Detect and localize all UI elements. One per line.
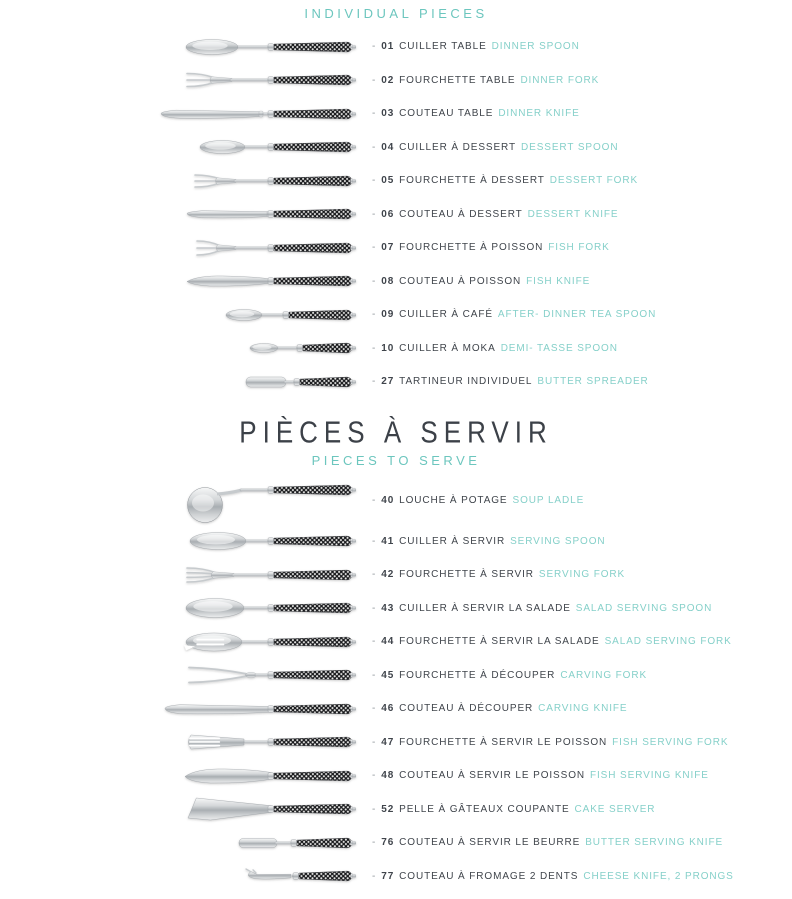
item-dash: - bbox=[372, 535, 377, 547]
item-label bbox=[372, 536, 606, 547]
cake-server-icon bbox=[0, 793, 360, 825]
item-number: 45 bbox=[381, 669, 395, 681]
item-name-english: CHEESE KNIFE, 2 PRONGS bbox=[583, 870, 734, 882]
item-dash: - bbox=[372, 837, 377, 849]
cutlery-item-10 bbox=[0, 332, 792, 366]
item-label bbox=[372, 75, 599, 86]
item-name-english: DINNER SPOON bbox=[491, 41, 580, 53]
item-label bbox=[372, 108, 580, 119]
section-individual-subtitle: INDIVIDUAL PIECES bbox=[304, 6, 488, 21]
cutlery-item-27 bbox=[0, 365, 792, 399]
item-name-english: SALAD SERVING SPOON bbox=[575, 602, 713, 614]
item-number: 08 bbox=[381, 275, 395, 287]
item-label bbox=[372, 376, 649, 387]
section-individual-pieces bbox=[0, 6, 792, 399]
item-dash: - bbox=[372, 309, 377, 321]
item-label bbox=[372, 603, 712, 614]
item-number: 47 bbox=[381, 736, 395, 748]
item-dash: - bbox=[372, 736, 377, 748]
item-dash: - bbox=[372, 803, 377, 815]
item-name-french: CUILLER À SERVIR LA SALADE bbox=[399, 602, 571, 614]
cutlery-item-46 bbox=[0, 692, 792, 726]
item-name-french: COUTEAU À DÉCOUPER bbox=[399, 703, 534, 715]
cutlery-item-45 bbox=[0, 659, 792, 693]
item-label bbox=[372, 837, 723, 848]
item-label bbox=[372, 636, 732, 647]
dessert-knife-icon bbox=[0, 202, 360, 226]
item-name-english: CARVING KNIFE bbox=[538, 703, 628, 715]
item-name-french: FOURCHETTE À SERVIR LE POISSON bbox=[399, 736, 608, 748]
carving-knife-icon bbox=[0, 696, 360, 722]
fish-serving-knife-icon bbox=[0, 762, 360, 790]
individual-items bbox=[0, 30, 792, 399]
cutlery-item-41 bbox=[0, 525, 792, 559]
cutlery-item-01 bbox=[0, 30, 792, 64]
item-number: 44 bbox=[381, 636, 395, 648]
item-name-english: DEMI- TASSE SPOON bbox=[500, 342, 618, 354]
item-name-english: CARVING FORK bbox=[560, 669, 648, 681]
cutlery-item-08 bbox=[0, 265, 792, 299]
cutlery-item-04 bbox=[0, 131, 792, 165]
section-serve-title bbox=[0, 412, 792, 449]
item-dash: - bbox=[372, 208, 377, 220]
item-name-english: FISH FORK bbox=[548, 242, 610, 254]
dinner-knife-icon bbox=[0, 102, 360, 126]
dessert-spoon-icon bbox=[0, 135, 360, 159]
item-name-english: DESSERT FORK bbox=[549, 175, 639, 187]
item-label bbox=[372, 209, 618, 220]
cutlery-item-42 bbox=[0, 558, 792, 592]
item-number: 42 bbox=[381, 569, 395, 581]
item-name-french: PELLE À GÂTEAUX COUPANTE bbox=[399, 803, 570, 815]
serving-fork-icon bbox=[0, 562, 360, 588]
item-name-english: SALAD SERVING FORK bbox=[604, 636, 732, 648]
item-name-english: BUTTER SERVING KNIFE bbox=[585, 837, 724, 849]
item-name-french: CUILLER À DESSERT bbox=[399, 141, 516, 153]
item-name-french: TARTINEUR INDIVIDUEL bbox=[399, 376, 533, 388]
moka-spoon-icon bbox=[0, 337, 360, 359]
cutlery-item-76 bbox=[0, 826, 792, 860]
item-name-english: BUTTER SPREADER bbox=[537, 376, 649, 388]
item-name-english: SERVING SPOON bbox=[510, 535, 606, 547]
dessert-fork-icon bbox=[0, 169, 360, 193]
item-number: 43 bbox=[381, 602, 395, 614]
item-dash: - bbox=[372, 636, 377, 648]
item-name-english: FISH KNIFE bbox=[526, 275, 591, 287]
item-name-french: FOURCHETTE À DESSERT bbox=[399, 175, 545, 187]
item-number: 48 bbox=[381, 770, 395, 782]
item-dash: - bbox=[372, 569, 377, 581]
serve-items bbox=[0, 477, 792, 894]
item-label bbox=[372, 703, 627, 714]
item-number: 27 bbox=[381, 376, 395, 388]
item-number: 77 bbox=[381, 870, 395, 882]
item-name-french: COUTEAU À SERVIR LE BEURRE bbox=[399, 837, 581, 849]
item-number: 07 bbox=[381, 242, 395, 254]
section-serve-subtitle: PIECES TO SERVE bbox=[311, 452, 481, 468]
item-name-french: FOURCHETTE À DÉCOUPER bbox=[399, 669, 556, 681]
serving-spoon-icon bbox=[0, 528, 360, 554]
fish-fork-icon bbox=[0, 236, 360, 260]
item-label bbox=[372, 343, 618, 354]
item-label bbox=[372, 41, 580, 52]
item-name-english: CAKE SERVER bbox=[574, 803, 656, 815]
item-name-french: FOURCHETTE À SERVIR bbox=[399, 569, 534, 581]
cutlery-item-07 bbox=[0, 231, 792, 265]
item-dash: - bbox=[372, 108, 377, 120]
cutlery-item-02 bbox=[0, 64, 792, 98]
item-dash: - bbox=[372, 242, 377, 254]
item-label bbox=[372, 175, 638, 186]
item-label bbox=[372, 871, 734, 882]
cutlery-item-03 bbox=[0, 97, 792, 131]
item-dash: - bbox=[372, 141, 377, 153]
cutlery-item-77 bbox=[0, 860, 792, 894]
cutlery-item-48 bbox=[0, 759, 792, 793]
item-number: 06 bbox=[381, 208, 395, 220]
item-dash: - bbox=[372, 770, 377, 782]
item-name-french: CUILLER À CAFÉ bbox=[399, 309, 493, 321]
item-label bbox=[372, 242, 610, 253]
item-dash: - bbox=[372, 703, 377, 715]
dinner-fork-icon bbox=[0, 68, 360, 92]
item-dash: - bbox=[372, 376, 377, 388]
item-name-french: LOUCHE À POTAGE bbox=[399, 495, 508, 506]
item-name-english: DINNER FORK bbox=[520, 74, 600, 86]
cutlery-item-05 bbox=[0, 164, 792, 198]
item-dash: - bbox=[372, 602, 377, 614]
salad-serving-fork-icon bbox=[0, 628, 360, 656]
item-name-french: COUTEAU À DESSERT bbox=[399, 208, 523, 220]
item-number: 04 bbox=[381, 141, 395, 153]
dinner-spoon-icon bbox=[0, 35, 360, 59]
fish-serving-fork-icon bbox=[0, 728, 360, 756]
item-number: 40 bbox=[381, 495, 395, 506]
cutlery-item-47 bbox=[0, 726, 792, 760]
item-number: 01 bbox=[381, 41, 395, 53]
fish-knife-icon bbox=[0, 269, 360, 293]
tea-spoon-icon bbox=[0, 303, 360, 327]
item-label bbox=[372, 737, 728, 748]
salad-serving-spoon-icon bbox=[0, 594, 360, 622]
item-name-english: DINNER KNIFE bbox=[498, 108, 580, 120]
butter-serving-knife-icon bbox=[0, 832, 360, 854]
item-name-english: DESSERT KNIFE bbox=[527, 208, 619, 220]
item-name-english: SERVING FORK bbox=[538, 569, 626, 581]
item-number: 46 bbox=[381, 703, 395, 715]
item-dash: - bbox=[372, 175, 377, 187]
item-name-english: FISH SERVING KNIFE bbox=[590, 770, 709, 782]
item-label bbox=[372, 804, 655, 815]
item-name-french: CUILLER À MOKA bbox=[399, 342, 496, 354]
soup-ladle-icon bbox=[0, 478, 360, 524]
item-number: 02 bbox=[381, 74, 395, 86]
section-serve-title-text: PIÈCES À SERVIR bbox=[239, 413, 553, 450]
item-number: 41 bbox=[381, 535, 395, 547]
section-pieces-to-serve bbox=[0, 412, 792, 894]
item-number: 03 bbox=[381, 108, 395, 120]
cutlery-item-52 bbox=[0, 793, 792, 827]
item-dash: - bbox=[372, 342, 377, 354]
item-name-french: COUTEAU À POISSON bbox=[399, 275, 522, 287]
item-name-french: CUILLER À SERVIR bbox=[399, 535, 506, 547]
cheese-knife-icon bbox=[0, 864, 360, 888]
cutlery-item-44 bbox=[0, 625, 792, 659]
item-label bbox=[372, 770, 709, 781]
item-name-french: COUTEAU À FROMAGE 2 DENTS bbox=[399, 870, 579, 882]
item-dash: - bbox=[372, 275, 377, 287]
item-dash: - bbox=[372, 495, 377, 506]
item-label bbox=[372, 670, 647, 681]
item-label bbox=[372, 309, 656, 320]
item-label bbox=[372, 495, 584, 506]
item-number: 76 bbox=[381, 837, 395, 849]
item-name-french: FOURCHETTE À POISSON bbox=[399, 242, 544, 254]
cutlery-item-06 bbox=[0, 198, 792, 232]
item-name-french: COUTEAU TABLE bbox=[399, 108, 494, 120]
butter-spreader-icon bbox=[0, 371, 360, 393]
item-dash: - bbox=[372, 669, 377, 681]
item-number: 09 bbox=[381, 309, 395, 321]
cutlery-item-43 bbox=[0, 592, 792, 626]
item-number: 52 bbox=[381, 803, 395, 815]
carving-fork-icon bbox=[0, 662, 360, 688]
item-name-english: DESSERT SPOON bbox=[521, 141, 619, 153]
item-name-french: FOURCHETTE À SERVIR LA SALADE bbox=[399, 636, 600, 648]
item-name-english: SOUP LADLE bbox=[512, 495, 585, 506]
item-label bbox=[372, 569, 625, 580]
item-name-english: FISH SERVING FORK bbox=[612, 736, 729, 748]
item-dash: - bbox=[372, 74, 377, 86]
item-dash: - bbox=[372, 41, 377, 53]
item-name-french: COUTEAU À SERVIR LE POISSON bbox=[399, 770, 585, 782]
cutlery-item-09 bbox=[0, 298, 792, 332]
item-name-french: CUILLER TABLE bbox=[399, 41, 487, 53]
cutlery-item-40 bbox=[0, 477, 792, 525]
item-dash: - bbox=[372, 870, 377, 882]
item-name-english: AFTER- DINNER TEA SPOON bbox=[497, 309, 657, 321]
item-label bbox=[372, 142, 618, 153]
item-name-french: FOURCHETTE TABLE bbox=[399, 74, 516, 86]
item-number: 10 bbox=[381, 342, 395, 354]
item-label bbox=[372, 276, 590, 287]
item-number: 05 bbox=[381, 175, 395, 187]
